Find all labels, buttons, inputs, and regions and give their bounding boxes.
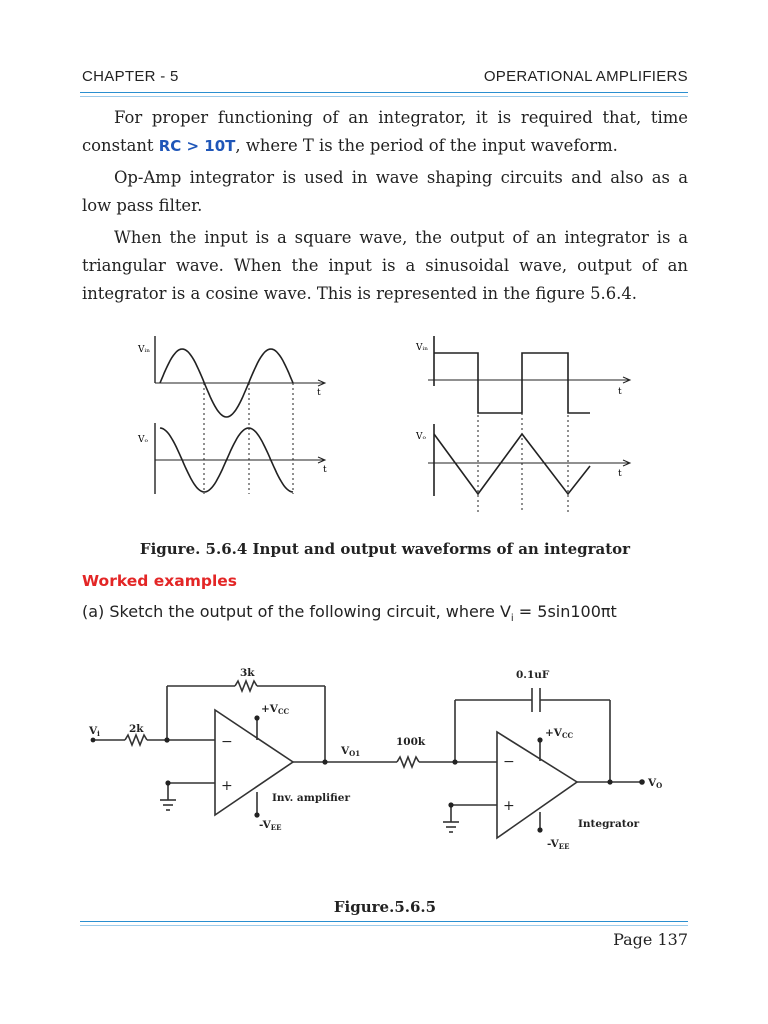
figure-5-6-5-caption: Figure.5.6.5 <box>333 898 437 916</box>
resistor-100k <box>397 757 419 767</box>
paragraph-applications: Op-Amp integrator is used in wave shaping circuits and also as a low pass filter. <box>82 168 688 215</box>
integrator-opamp <box>497 732 577 838</box>
vo-label: Vₒ <box>138 435 148 445</box>
integrator-label: Integrator <box>578 818 640 830</box>
vo1-label: VO1 <box>341 745 361 758</box>
svg-text:+: + <box>221 778 233 794</box>
r-in-label: 2k <box>129 723 144 735</box>
sine-waveform-plot <box>130 326 335 516</box>
svg-text:−: − <box>503 754 515 770</box>
vee-label: -VEE <box>259 819 282 832</box>
page-header <box>82 66 688 90</box>
vin-label: Vᵢₙ <box>416 343 429 353</box>
worked-examples-heading: Worked examples <box>82 572 237 590</box>
t-axis-label: t <box>323 465 327 475</box>
vi-label: Vi <box>89 725 100 738</box>
svg-text:−: − <box>221 734 233 750</box>
vo-label: Vₒ <box>416 432 426 442</box>
resistor-3k <box>235 681 257 691</box>
t-axis-label: t <box>618 469 622 479</box>
vcc-label: +VCC <box>545 727 574 740</box>
chapter-label: CHAPTER - 5 <box>82 68 179 85</box>
resistor-2k <box>125 735 147 745</box>
capacitor-label: 0.1uF <box>516 669 550 681</box>
input-square-wave <box>434 353 590 413</box>
vo-label: VO <box>648 777 663 790</box>
question-a: (a) Sketch the output of the following circuit, where $V_i = 5\sin 100\pi t$ <box>82 602 617 625</box>
footer-rule-thin <box>80 925 688 926</box>
square-waveform-plot <box>410 326 635 516</box>
page-number: Page 137 <box>613 930 688 949</box>
footer-rule <box>80 921 688 922</box>
rc-condition: RC > 10T <box>158 137 236 155</box>
paragraph-waveforms: When the input is a square wave, the output of an integrator is a triangular wave. When the input is a sinusoidal wave, output of an integrator is a cosine wave. This is represented in the figure 5.6.4. <box>82 228 688 303</box>
t-axis-label: t <box>317 388 321 398</box>
integrator-circuit-diagram <box>85 660 675 860</box>
svg-text:+: + <box>503 798 515 814</box>
output-triangular-wave <box>434 434 590 494</box>
r-feedback-label: 3k <box>240 667 255 679</box>
paragraph-rc-condition: For proper functioning of an integrator, it is required that, time constant RC > 10T, where T is the period of the input waveform. <box>82 108 688 155</box>
header-rule-thin <box>80 96 688 97</box>
vcc-label: +VCC <box>261 703 290 716</box>
chapter-title: OPERATIONAL AMPLIFIERS <box>483 68 688 85</box>
t-axis-label: t <box>618 387 622 397</box>
header-rule <box>80 92 688 93</box>
r-integrator-label: 100k <box>396 736 426 748</box>
vin-label: Vᵢₙ <box>138 345 151 355</box>
figure-5-6-4-caption: Figure. 5.6.4 Input and output waveforms of an integrator <box>139 540 631 558</box>
inv-amp-label: Inv. amplifier <box>272 792 350 804</box>
vee-label: -VEE <box>547 838 570 851</box>
